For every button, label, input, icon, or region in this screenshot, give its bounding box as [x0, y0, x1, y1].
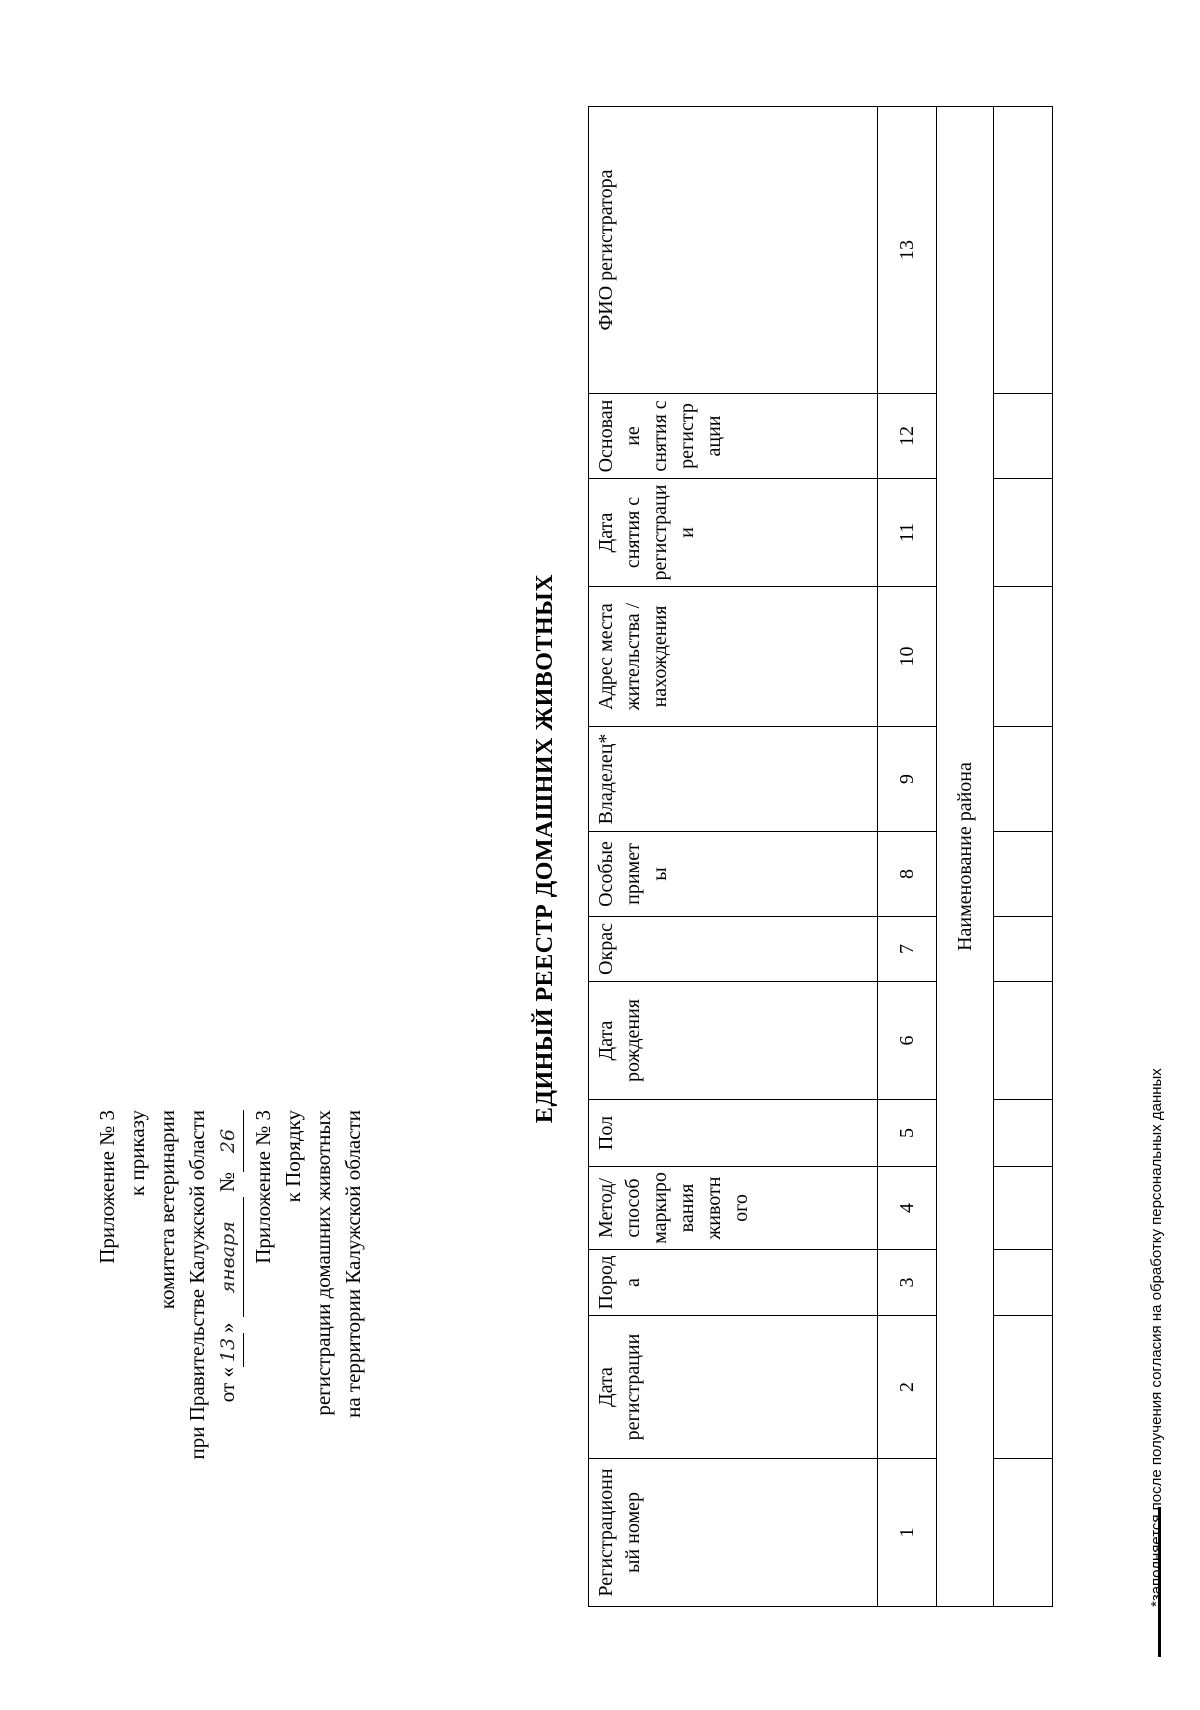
- empty-cell: [994, 1167, 1053, 1250]
- empty-cell: [994, 107, 1053, 394]
- col-address: Адрес места жительства /нахождения: [589, 587, 878, 727]
- order-number: 26: [213, 1110, 244, 1172]
- empty-cell: [994, 917, 1053, 982]
- col-registrar-name: ФИО регистратора: [589, 107, 878, 394]
- appendix-to-procedure: [248, 1110, 368, 1710]
- col-special-marks: Особые приметы: [589, 832, 878, 917]
- col-number: 2: [878, 1316, 937, 1459]
- col-number: 5: [878, 1100, 937, 1167]
- col-marking-method: Метод/ способ маркирования животного: [589, 1167, 878, 1250]
- appendix-procedure-line1: Приложение № 3: [251, 1110, 275, 1264]
- col-deregistration-reason: Основание снятия с регистрации: [589, 394, 878, 479]
- appendix-order-line3: комитета ветеринарии: [155, 1110, 179, 1310]
- col-birth-date: Дата рождения: [589, 982, 878, 1100]
- table-region-row: [937, 107, 994, 1607]
- col-deregistration-date: Дата снятия с регистрации: [589, 479, 878, 587]
- col-number: 7: [878, 917, 937, 982]
- col-registration-date: Дата регистрации: [589, 1316, 878, 1459]
- document-title: ЕДИНЫЙ РЕЕСТР ДОМАШНИХ ЖИВОТНЫХ: [532, 573, 558, 1124]
- col-number: 9: [878, 727, 937, 832]
- empty-cell: [994, 394, 1053, 479]
- col-number: 1: [878, 1459, 937, 1607]
- col-number: 3: [878, 1250, 937, 1316]
- date-month: января: [213, 1197, 244, 1317]
- footnote: *заполняется после получения согласия на обработку персональных данных: [1148, 1068, 1165, 1607]
- empty-cell: [994, 832, 1053, 917]
- date-day: 13: [213, 1333, 244, 1367]
- appendix-procedure-line4: на территории Калужской области: [341, 1110, 365, 1418]
- empty-cell: [994, 479, 1053, 587]
- empty-cell: [994, 727, 1053, 832]
- appendix-procedure-line3: регистрации домашних животных: [311, 1110, 335, 1416]
- registry-table: [588, 106, 1053, 1607]
- col-number: 12: [878, 394, 937, 479]
- col-number: 10: [878, 587, 937, 727]
- appendix-order-line2: к приказу: [125, 1110, 149, 1196]
- table-empty-row: [994, 107, 1053, 1607]
- col-number: 11: [878, 479, 937, 587]
- appendix-order-date-line: [212, 1110, 244, 1710]
- appendix-order-line4: при Правительстве Калужской области: [185, 1110, 209, 1460]
- appendix-procedure-line2: к Порядку: [281, 1110, 305, 1203]
- col-owner: Владелец*: [589, 727, 878, 832]
- empty-cell: [994, 1250, 1053, 1316]
- col-breed: Порода: [589, 1250, 878, 1316]
- empty-cell: [994, 1316, 1053, 1459]
- table-number-row: [878, 107, 937, 1607]
- number-label: №: [215, 1172, 239, 1193]
- empty-cell: [994, 1459, 1053, 1607]
- col-number: 13: [878, 107, 937, 394]
- col-registration-number: Регистрационный номер: [589, 1459, 878, 1607]
- empty-cell: [994, 587, 1053, 727]
- col-number: 8: [878, 832, 937, 917]
- col-sex: Пол: [589, 1100, 878, 1167]
- empty-cell: [994, 1100, 1053, 1167]
- appendix-to-order: [92, 1110, 244, 1710]
- table-header-row: [589, 107, 878, 1607]
- col-number: 4: [878, 1167, 937, 1250]
- region-name-cell: Наименование района: [937, 107, 994, 1607]
- date-mid: »: [215, 1322, 239, 1334]
- col-color: Окрас: [589, 917, 878, 982]
- date-prefix: от «: [215, 1367, 239, 1403]
- appendix-order-line1: Приложение № 3: [95, 1110, 119, 1264]
- empty-cell: [994, 982, 1053, 1100]
- col-number: 6: [878, 982, 937, 1100]
